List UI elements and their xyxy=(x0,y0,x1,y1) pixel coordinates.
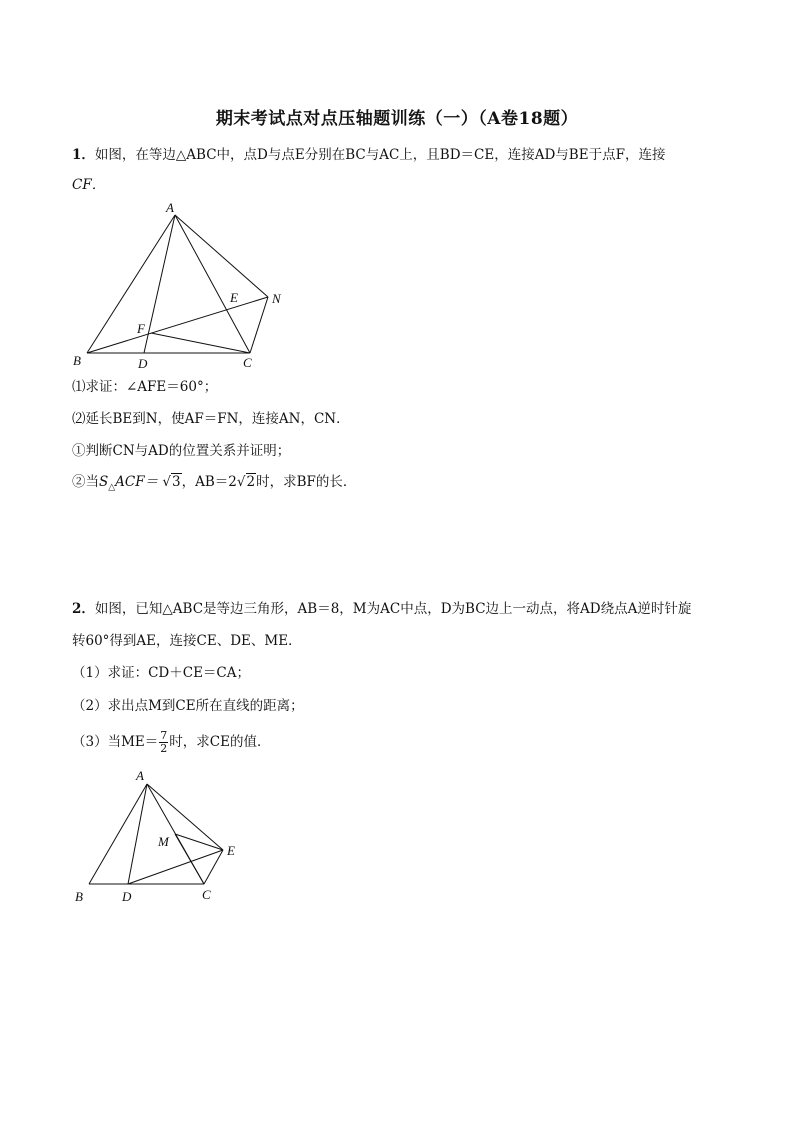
q1-part2: ⑵延长BE到N，使AF＝FN，连接AN，CN． xyxy=(72,411,350,427)
q1-figure-lines xyxy=(87,215,268,353)
q2-figure-lines xyxy=(89,784,223,884)
q2-line-CE xyxy=(204,850,223,884)
q2-part3 xyxy=(72,730,270,755)
q2-part3-fraction xyxy=(159,730,168,755)
q1-sub2-sqrt3 xyxy=(162,473,181,491)
q1-line-AD xyxy=(144,215,175,353)
q2-stem-line1 xyxy=(72,600,691,618)
q2-part3-prefix: （3）当ME＝ xyxy=(72,734,159,750)
q1-sub2-prefix: ②当 xyxy=(72,474,99,490)
q1-sub2-s: S xyxy=(99,474,109,490)
q2-stem-line2: 转60°得到AE，连接CE、DE、ME． xyxy=(72,633,302,649)
q2-part3-suffix: 时，求CE的值． xyxy=(169,734,271,750)
q1-line-CF xyxy=(151,333,250,353)
q1-line-AC xyxy=(175,215,250,353)
q2-line-DE xyxy=(128,850,223,884)
q2-stem-text1: 如图，已知△ABC是等边三角形，AB＝8，M为AC中点，D为BC边上一动点，将AD绕点A逆时针旋 xyxy=(94,601,692,617)
q2-label-E: E xyxy=(227,843,235,858)
q1-line-AN xyxy=(175,215,268,297)
q1-sub2-suffix: 时，求BF的长． xyxy=(256,474,357,490)
q2-part1: （1）求证：CD＋CE＝CA； xyxy=(72,665,251,681)
q1-sub2-sqrt2 xyxy=(237,473,256,491)
q2-part3-denominator: 2 xyxy=(160,742,168,755)
q1-line-BN xyxy=(87,297,268,353)
q2-line-AD xyxy=(128,784,147,884)
q1-label-N: N xyxy=(272,291,281,306)
q1-label-C: C xyxy=(243,355,252,370)
q2-label-A: A xyxy=(136,768,144,783)
q1-sub2-sqrt3-sym: √ xyxy=(162,474,172,490)
q1-sub2-sqrt2-sym: √ xyxy=(236,474,246,490)
q1-sub2 xyxy=(72,473,356,497)
q1-sub2-sqrt2-val: 2 xyxy=(246,474,256,490)
q2-label-C: C xyxy=(202,887,211,902)
q1-label-A: A xyxy=(166,200,174,215)
q1-part1: ⑴求证：∠AFE＝60°； xyxy=(72,379,218,395)
q1-number: 1． xyxy=(72,147,95,163)
q1-sub2-sub: △ xyxy=(108,482,116,493)
q1-line-AB xyxy=(87,215,175,353)
q1-label-B: B xyxy=(73,353,81,368)
q1-sub2-acf: ACF＝ xyxy=(115,474,159,490)
q1-stem-line2: CF． xyxy=(72,177,106,193)
q2-label-M: M xyxy=(158,834,169,849)
q1-sub2-sqrt3-val: 3 xyxy=(172,474,181,490)
q2-label-D: D xyxy=(122,889,132,904)
q1-line-CN xyxy=(250,297,268,353)
q1-label-E: E xyxy=(230,290,238,305)
q2-label-B: B xyxy=(75,889,83,904)
q2-number: 2． xyxy=(72,601,95,617)
q2-line-MC xyxy=(175,834,204,884)
q1-sub2-mid: ，AB＝2 xyxy=(181,474,237,490)
q2-part3-numerator: 7 xyxy=(160,729,168,742)
q1-sub1: ①判断CN与AD的位置关系并证明； xyxy=(72,443,291,459)
q1-stem-text1: 如图，在等边△ABC中，点D与点E分别在BC与AC上，且BD＝CE，连接AD与BE于点F，连接 xyxy=(94,147,666,163)
q2-line-AB xyxy=(89,784,147,884)
q1-label-D: D xyxy=(138,356,148,371)
q2-part2: （2）求出点M到CE所在直线的距离； xyxy=(72,698,304,714)
q1-label-F: F xyxy=(137,321,145,336)
page-title: 期末考试点对点压轴题训练（一）（A卷18题） xyxy=(215,109,579,129)
q2-line-ME xyxy=(175,834,223,850)
